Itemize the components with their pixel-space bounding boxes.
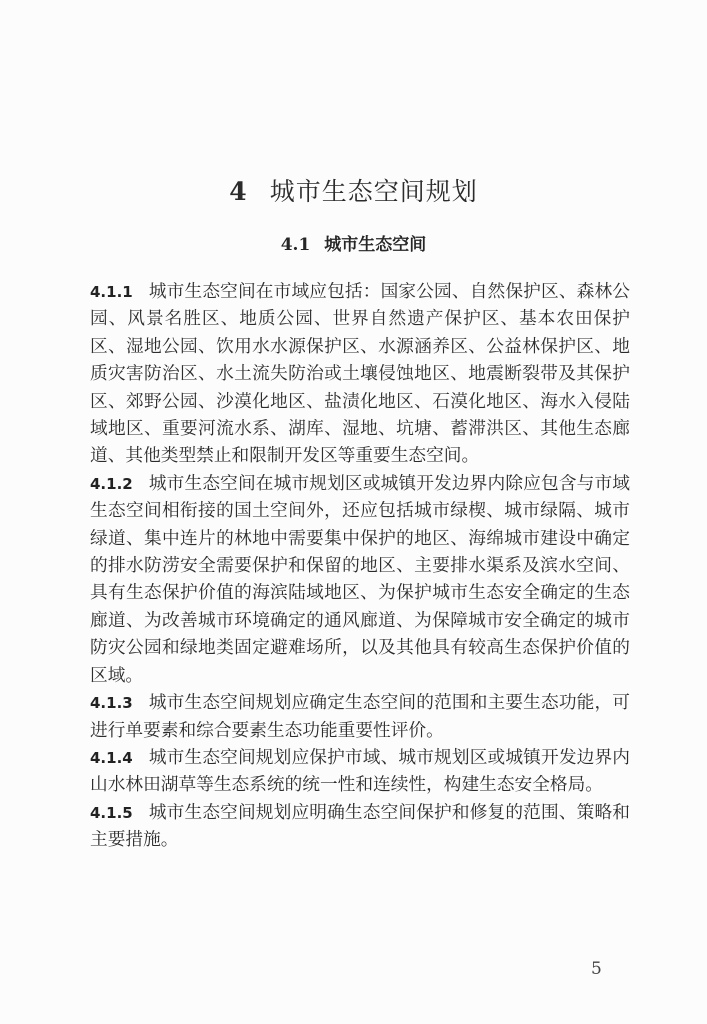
clause-text: 城市生态空间规划应明确生态空间保护和修复的范围、策略和主要措施。 xyxy=(90,802,630,851)
chapter-title-text: 城市生态空间规划 xyxy=(269,177,478,206)
clause-4-1-3 xyxy=(90,690,630,745)
page-number: 5 xyxy=(591,959,602,979)
chapter-number: 4 xyxy=(229,177,248,206)
clause-text: 城市生态空间在市域应包括：国家公园、自然保护区、森林公园、风景名胜区、地质公园、世界自然遗产保护区、基本农田保护区、湿地公园、饮用水水源保护区、水源涵养区、公益林保护区、地质灾害防治区、水土流失防治或土壤侵蚀地区、地震断裂带及其保护区、郊野公园、沙漠化地区、盐渍化地区、石漠化地区、海水入侵陆域地区、重要河流水系、湖库、湿地、坑塘、蓄滞洪区、其他生态廊道、其他类型禁止和限制开发区等重要生态空间。 xyxy=(90,282,630,467)
clause-number: 4.1.4 xyxy=(90,748,133,767)
clause-number: 4.1.3 xyxy=(90,694,133,713)
clause-text: 城市生态空间规划应保护市域、城市规划区或城镇开发边界内山水林田湖草等生态系统的统一性和连续性，构建生态安全格局。 xyxy=(90,747,630,796)
clause-text: 城市生态空间在城市规划区或城镇开发边界内除应包含与市域生态空间相衔接的国土空间外，还应包括城市绿楔、城市绿隔、城市绿道、集中连片的林地中需要集中保护的地区、海绵城市建设中确定的排水防涝安全需要保护和保留的地区、主要排水渠系及滨水空间、具有生态保护价值的海滨陆域地区、为保护城市生态安全确定的生态廊道、为改善城市环境确定的通风廊道、为保障城市安全确定的城市防灾公园和绿地类固定避难场所，以及其他具有较高生态保护价值的区域。 xyxy=(90,473,630,686)
section-title xyxy=(0,233,707,257)
clause-text: 城市生态空间规划应确定生态空间的范围和主要生态功能，可进行单要素和综合要素生态功能重要性评价。 xyxy=(90,693,630,741)
clause-4-1-5 xyxy=(90,800,630,855)
clause-number: 4.1.2 xyxy=(90,474,133,493)
clause-number: 4.1.1 xyxy=(90,283,133,301)
section-number: 4.1 xyxy=(280,235,311,255)
clause-number: 4.1.5 xyxy=(90,803,133,822)
clause-4-1-1 xyxy=(90,279,630,471)
document-body xyxy=(90,279,630,855)
chapter-title xyxy=(0,176,707,208)
section-title-text: 城市生态空间 xyxy=(324,235,427,255)
clause-4-1-4 xyxy=(90,745,630,800)
clause-4-1-2 xyxy=(90,471,630,690)
